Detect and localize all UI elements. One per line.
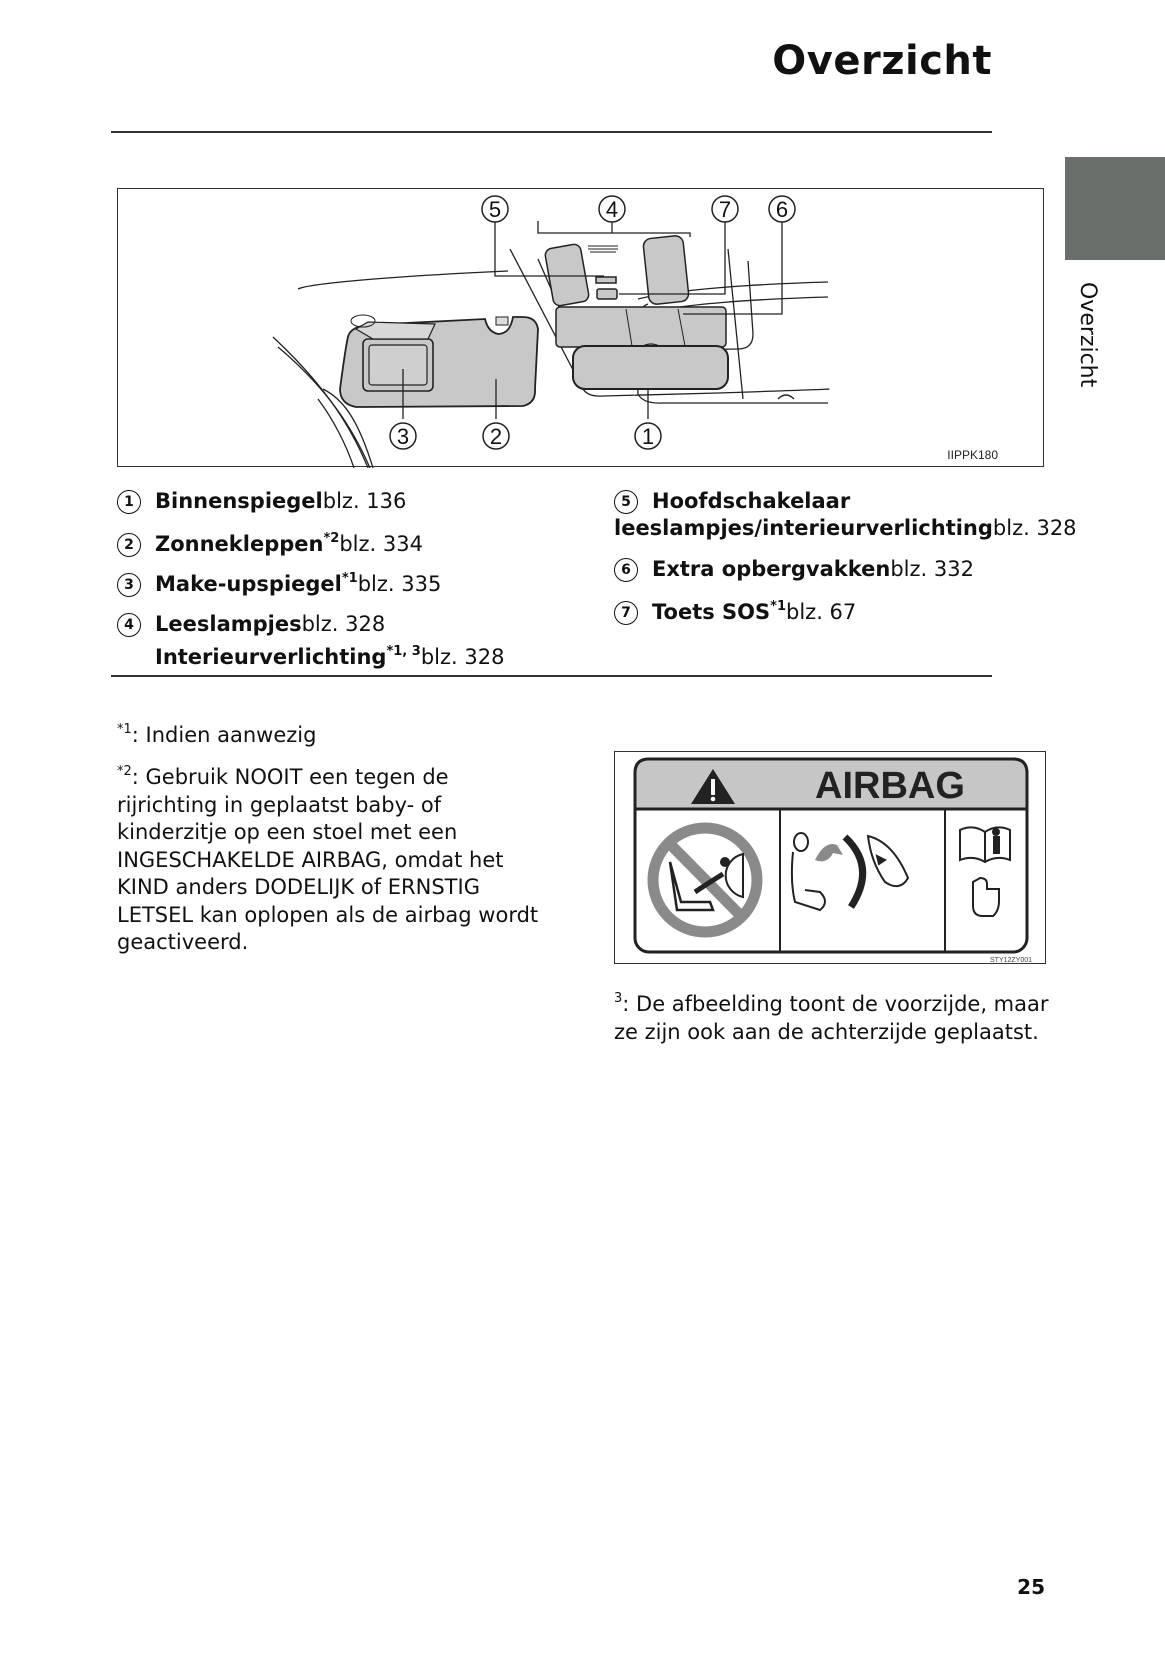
footnote-line: ze zijn ook aan de achterzijde geplaatst. <box>614 1019 1039 1044</box>
footnote-2 <box>117 758 547 957</box>
footnote-mark: *1, 3 <box>386 644 421 659</box>
legend-item-4 <box>117 613 385 637</box>
footnote-line: INGESCHAKELDE AIRBAG, omdat het <box>117 847 504 872</box>
label-code: STY12ZY001 <box>990 957 1033 964</box>
item-label: Binnenspiegel <box>155 489 323 513</box>
footnote-mark: *2 <box>323 531 340 546</box>
footnote-mark: 3 <box>614 991 623 1006</box>
footnote-mark: *2 <box>117 764 132 779</box>
airbag-title: AIRBAG <box>815 765 965 807</box>
page-ref: blz. 328 <box>992 516 1077 540</box>
section-tab-label: Overzicht <box>1075 282 1100 388</box>
legend-item-2 <box>117 532 423 557</box>
page-number: 25 <box>1017 1575 1045 1599</box>
legend-item-1 <box>117 490 406 514</box>
page-title: Overzicht <box>772 38 992 84</box>
airbag-label-drawing <box>615 752 1047 965</box>
number-badge: 6 <box>614 558 638 582</box>
footnote-line: : Gebruik NOOIT een tegen de <box>131 765 449 789</box>
callout-3: 3 <box>396 424 410 449</box>
legend-item-4b <box>155 645 504 668</box>
callout-6: 6 <box>775 197 789 222</box>
footnote-line: kinderzitje op een stoel met een <box>117 820 458 844</box>
item-label: Extra opbergvakken <box>652 557 891 581</box>
section-tab <box>1065 157 1165 260</box>
footnote-1 <box>117 716 316 750</box>
page-ref: blz. 136 <box>322 489 407 513</box>
page-ref: blz. 67 <box>786 600 857 624</box>
footnote-line: rijrichting in geplaatst baby- of <box>117 792 442 817</box>
legend-item-5 <box>614 490 850 514</box>
callout-2: 2 <box>489 424 503 449</box>
callout-4: 4 <box>605 197 619 222</box>
footnote-line: geactiveerd. <box>117 930 249 954</box>
number-badge: 2 <box>117 533 141 557</box>
interior-drawing <box>118 189 1045 468</box>
item-label: Toets SOS <box>652 600 771 624</box>
item-label: Make-upspiegel <box>155 572 342 596</box>
footnote-text: : Indien aanwezig <box>131 723 317 747</box>
page-ref: blz. 332 <box>890 557 974 581</box>
figure-code: IIPPK180 <box>947 448 998 462</box>
footnote-line: LETSEL kan oplopen als de airbag wordt <box>117 902 539 927</box>
callout-1: 1 <box>641 424 655 449</box>
interior-illustration <box>117 188 1044 467</box>
legend-item-3 <box>117 572 441 597</box>
footnote-line: KIND anders DODELIJK of ERNSTIG <box>117 875 480 899</box>
legend-item-7 <box>614 600 856 625</box>
page-ref: blz. 328 <box>420 645 505 669</box>
airbag-warning-label <box>614 751 1046 964</box>
page-ref: blz. 335 <box>357 572 442 596</box>
item-label: Interieurverlichting <box>155 645 387 669</box>
footnote-mark: *1 <box>117 722 132 737</box>
number-badge: 3 <box>117 573 141 597</box>
number-badge: 7 <box>614 601 638 625</box>
callout-5: 5 <box>488 197 502 222</box>
legend-item-6 <box>614 558 974 582</box>
header-divider <box>111 131 992 133</box>
footnote-mark: *1 <box>770 599 786 614</box>
number-badge: 4 <box>117 613 141 637</box>
item-label: leeslampjes/interieurverlichting <box>614 516 993 540</box>
number-badge: 1 <box>117 490 141 514</box>
page-ref: blz. 328 <box>301 612 386 636</box>
callout-7: 7 <box>718 197 732 222</box>
number-badge: 5 <box>614 490 638 514</box>
item-label: Leeslampjes <box>155 612 302 636</box>
legend-item-5b <box>614 518 1077 539</box>
footnote-line: : De afbeelding toont de voorzijde, maar <box>622 992 1049 1016</box>
page-ref: blz. 334 <box>339 532 423 556</box>
item-label: Zonnekleppen <box>155 532 324 556</box>
footnote-3 <box>614 985 1054 1046</box>
footnote-mark: *1 <box>341 571 358 586</box>
legend-divider <box>111 675 992 677</box>
item-label: Hoofdschakelaar <box>652 489 851 513</box>
